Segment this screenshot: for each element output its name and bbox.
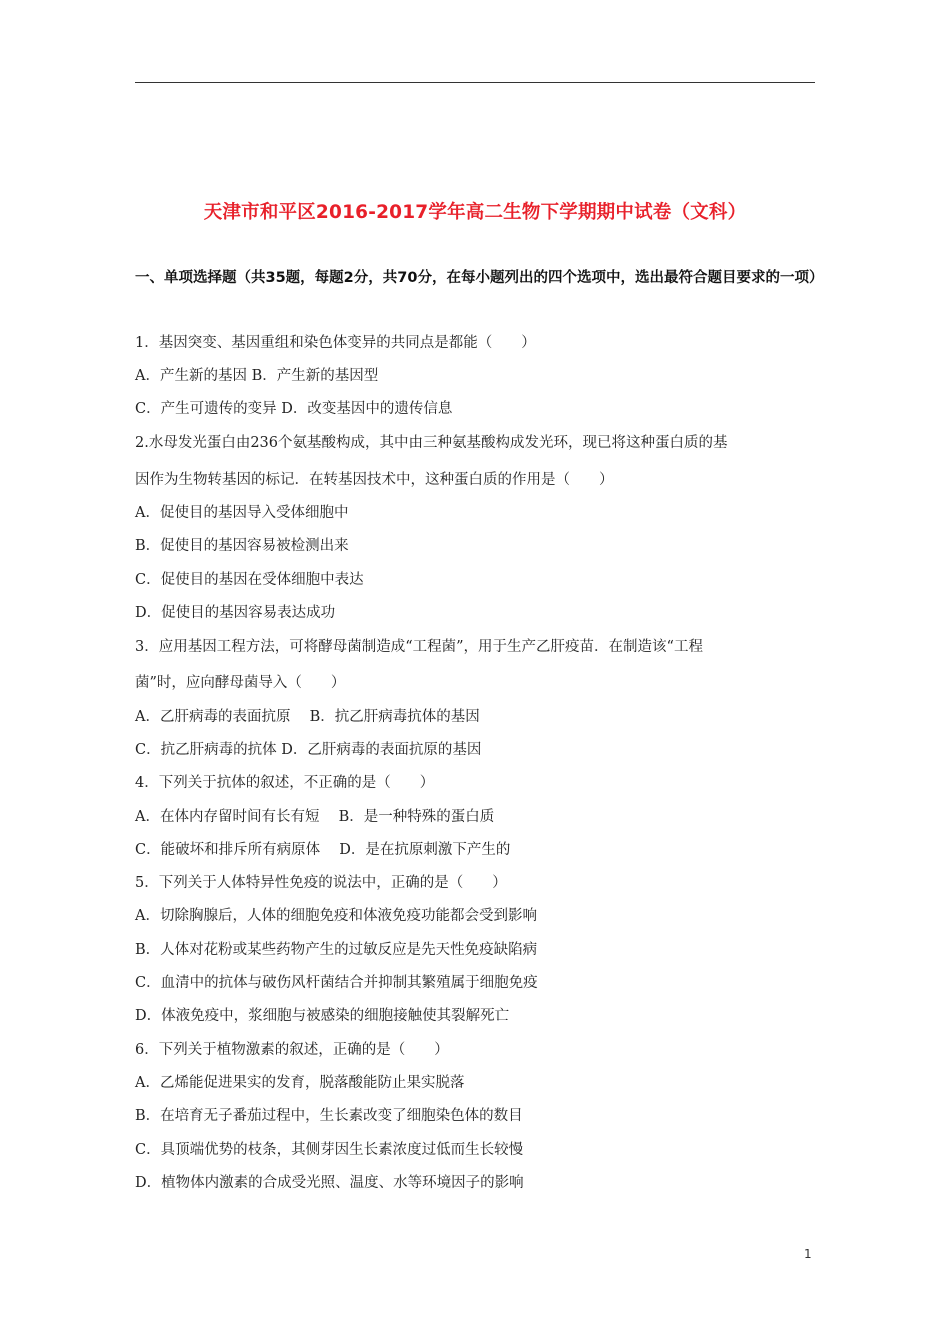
text-line: 1．基因突变、基因重组和染色体变异的共同点是都能（ ） bbox=[135, 335, 536, 351]
text-line: D．促使目的基因容易表达成功 bbox=[135, 605, 336, 621]
text-line: 5．下列关于人体特异性免疫的说法中，正确的是（ ） bbox=[135, 875, 507, 891]
text-line: 因作为生物转基因的标记．在转基因技术中，这种蛋白质的作用是（ ） bbox=[135, 472, 614, 488]
text-line: B．促使目的基因容易被检测出来 bbox=[135, 538, 349, 554]
text-line: 6．下列关于植物激素的叙述，正确的是（ ） bbox=[135, 1042, 449, 1058]
text-line: 4．下列关于抗体的叙述，不正确的是（ ） bbox=[135, 775, 435, 791]
text-line: B．在培育无子番茄过程中，生长素改变了细胞染色体的数目 bbox=[135, 1108, 523, 1124]
text-line: A．乙烯能促进果实的发育，脱落酸能防止果实脱落 bbox=[135, 1075, 465, 1091]
text-line: A．在体内存留时间有长有短 B．是一种特殊的蛋白质 bbox=[135, 809, 495, 825]
text-line: C．产生可遗传的变异 D．改变基因中的遗传信息 bbox=[135, 401, 453, 417]
text-line: 菌”时，应向酵母菌导入（ ） bbox=[135, 675, 346, 691]
text-line: C．能破坏和排斥所有病原体 D．是在抗原刺激下产生的 bbox=[135, 842, 511, 858]
text-line: 3．应用基因工程方法，可将酵母菌制造成“工程菌”，用于生产乙肝疫苗．在制造该“工程 bbox=[135, 639, 703, 655]
text-line: B．人体对花粉或某些药物产生的过敏反应是先天性免疫缺陷病 bbox=[135, 942, 538, 958]
text-line: A．切除胸腺后，人体的细胞免疫和体液免疫功能都会受到影响 bbox=[135, 908, 537, 924]
text-line: 2.水母发光蛋白由236个氨基酸构成，其中由三种氨基酸构成发光环，现已将这种蛋白质的基 bbox=[135, 435, 728, 451]
text-line: A．产生新的基因 B．产生新的基因型 bbox=[135, 368, 379, 384]
header-rule bbox=[135, 82, 815, 83]
text-line: D．植物体内激素的合成受光照、温度、水等环境因子的影响 bbox=[135, 1175, 524, 1191]
document-title: 天津市和平区2016-2017学年高二生物下学期期中试卷（文科） bbox=[203, 202, 747, 223]
section-heading: 一、单项选择题（共35题，每题2分，共70分，在每小题列出的四个选项中，选出最符合题目要求的一项） bbox=[135, 270, 824, 286]
page-number: 1 bbox=[804, 1247, 812, 1261]
text-line: C．具顶端优势的枝条，其侧芽因生长素浓度过低而生长较慢 bbox=[135, 1142, 524, 1158]
text-line: C．抗乙肝病毒的抗体 D．乙肝病毒的表面抗原的基因 bbox=[135, 742, 482, 758]
text-line: C．血清中的抗体与破伤风杆菌结合并抑制其繁殖属于细胞免疫 bbox=[135, 975, 538, 991]
text-line: A．乙肝病毒的表面抗原 B．抗乙肝病毒抗体的基因 bbox=[135, 709, 480, 725]
text-line: D．体液免疫中，浆细胞与被感染的细胞接触使其裂解死亡 bbox=[135, 1008, 510, 1024]
text-line: A．促使目的基因导入受体细胞中 bbox=[135, 505, 349, 521]
text-line: C．促使目的基因在受体细胞中表达 bbox=[135, 572, 364, 588]
